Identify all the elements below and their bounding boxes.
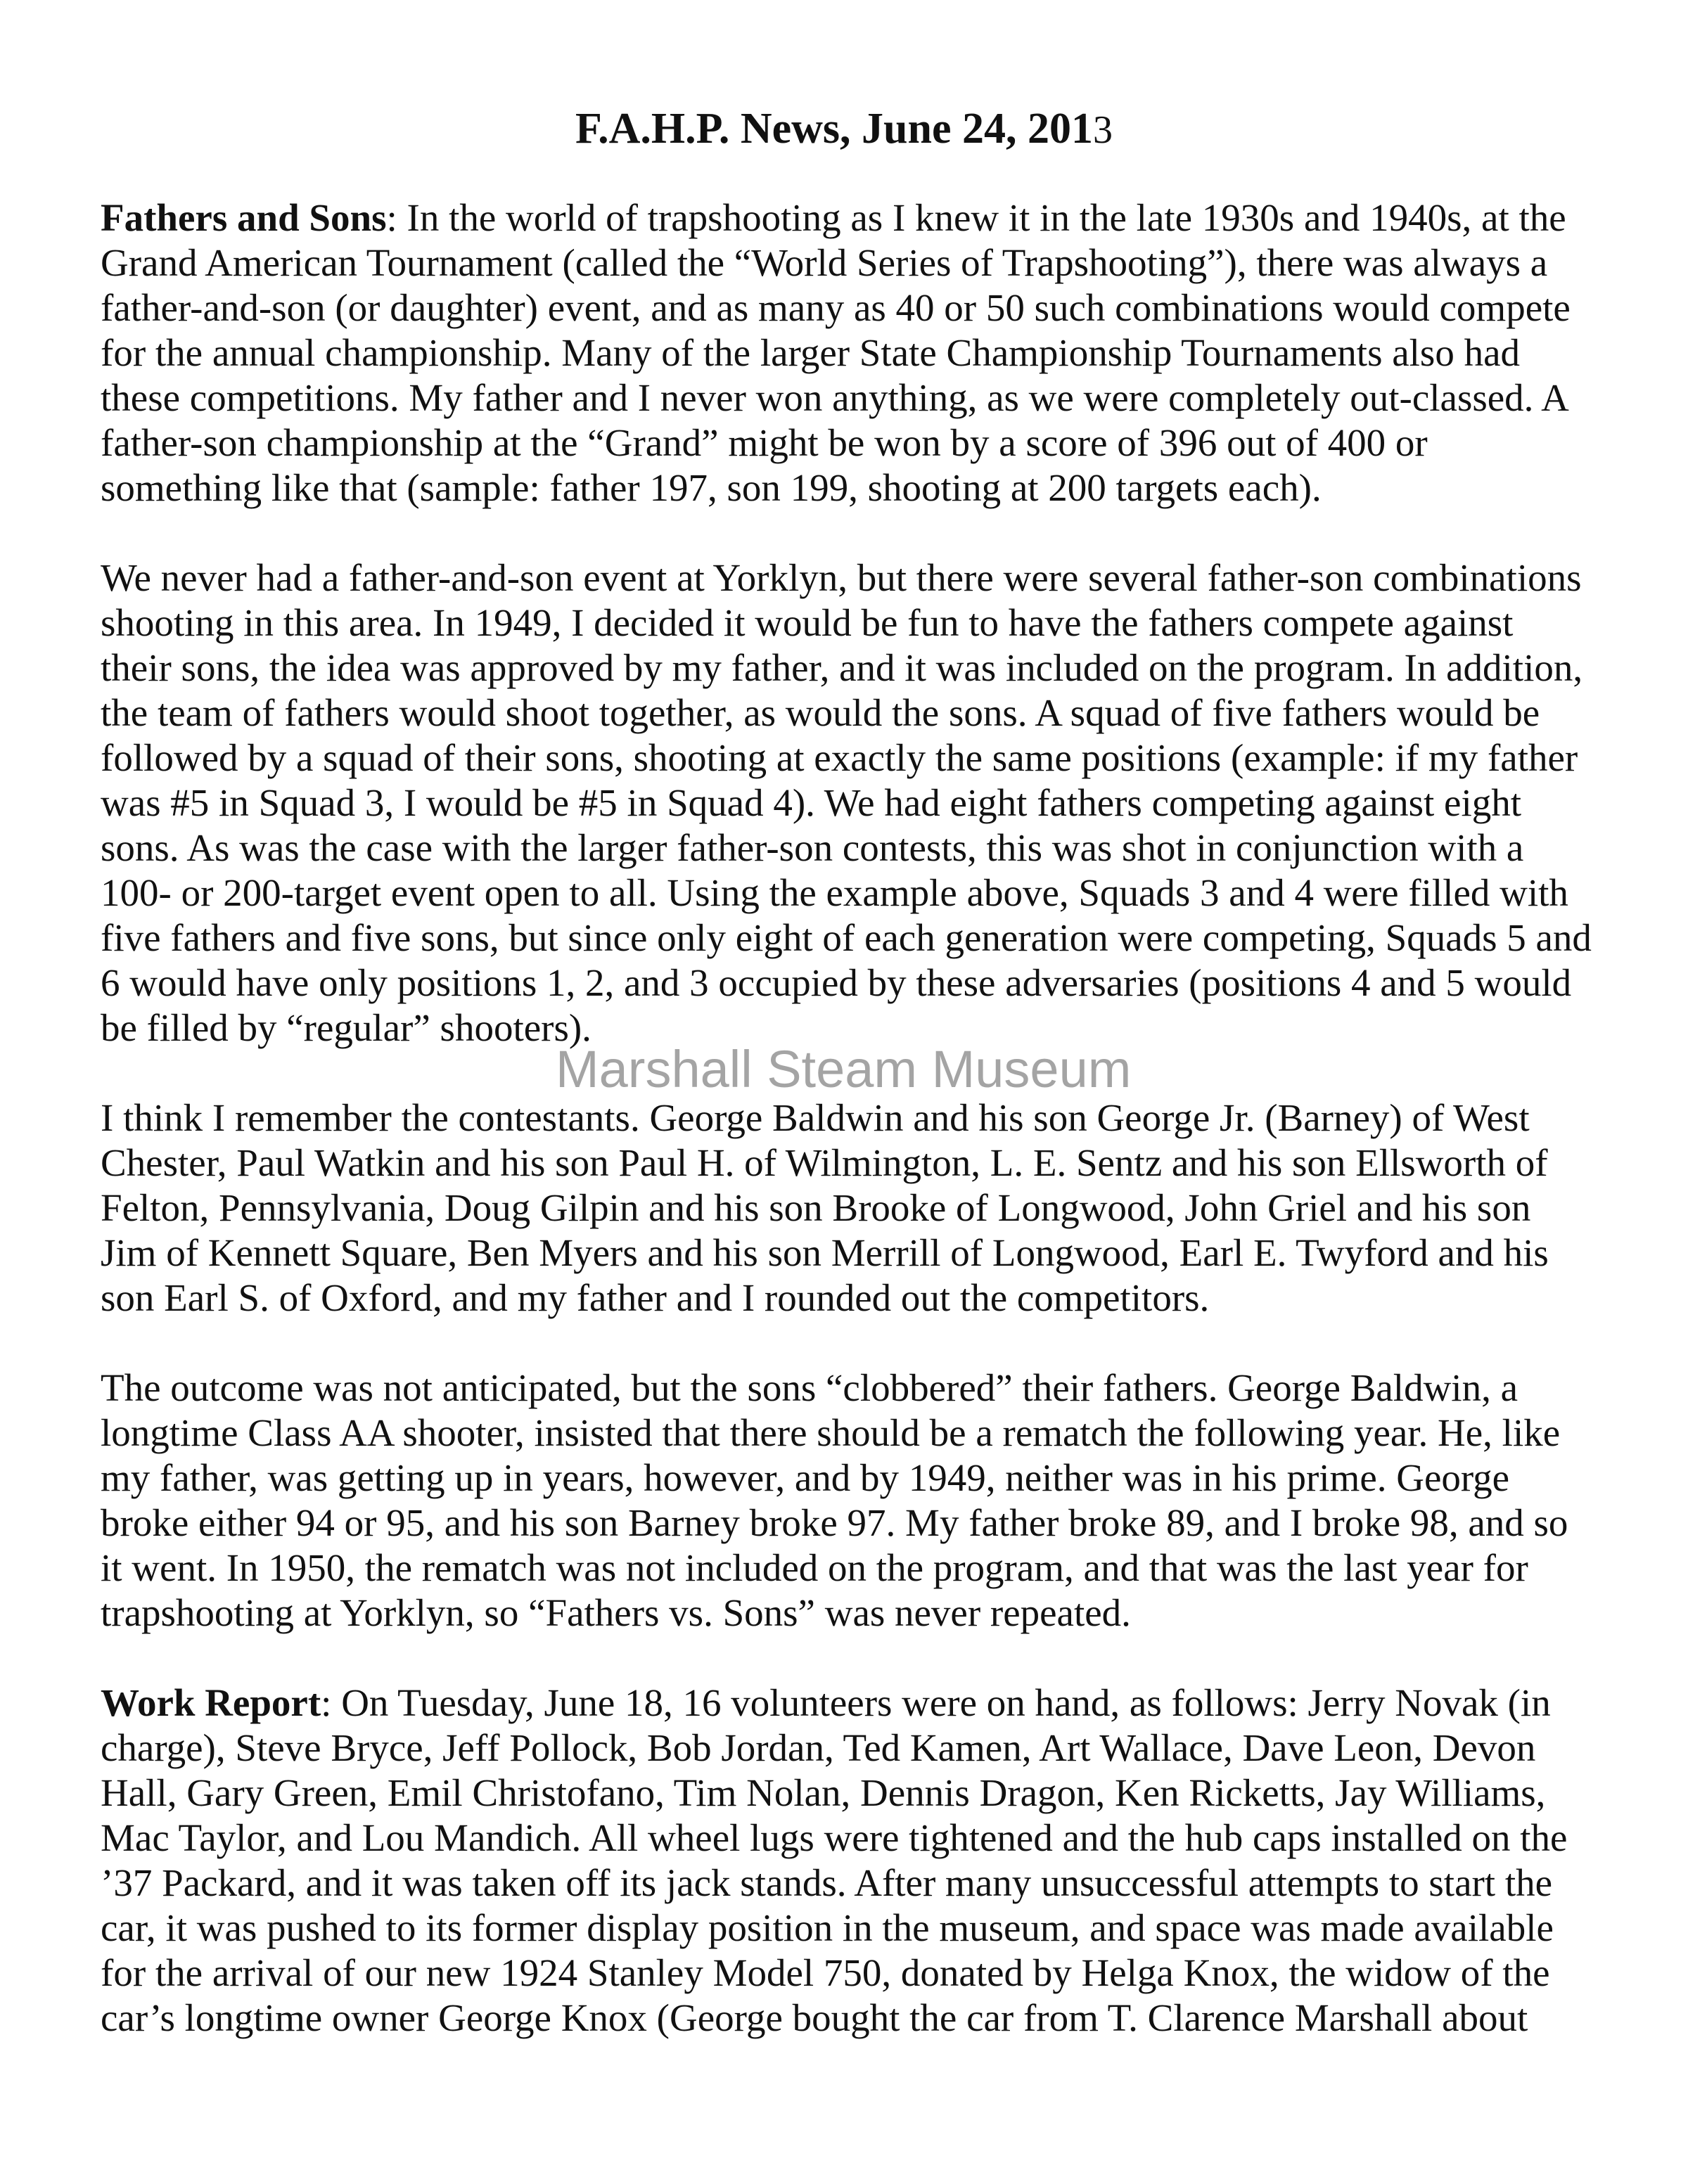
- line-text: the team of fathers would shoot together, as would the sons. A squad of five fathers would be: [101, 691, 1540, 734]
- text-line: [101, 826, 1592, 871]
- line-text: for the arrival of our new 1924 Stanley Model 750, donated by Helga Knox, the widow of the: [101, 1951, 1550, 1994]
- text-line: [101, 285, 1592, 330]
- line-text: for the annual championship. Many of the larger State Championship Tournaments also had: [101, 331, 1521, 374]
- text-line: [101, 1276, 1592, 1321]
- text-line: [101, 645, 1592, 690]
- article-body: [101, 195, 1592, 2086]
- text-line: [101, 1591, 1592, 1636]
- line-text: : On Tuesday, June 18, 16 volunteers were on hand, as follows: Jerry Novak (in: [321, 1681, 1551, 1724]
- line-text: something like that (sample: father 197, son 199, shooting at 200 targets each).: [101, 466, 1322, 509]
- line-text: Grand American Tournament (called the “World Series of Trapshooting”), there was always a: [101, 241, 1548, 284]
- text-line: [101, 1951, 1592, 1996]
- text-line: [101, 1366, 1592, 1411]
- line-text: followed by a squad of their sons, shooting at exactly the same positions (example: if my father: [101, 736, 1578, 779]
- line-text: broke either 94 or 95, and his son Barney broke 97. My father broke 89, and I broke 98, and so: [101, 1501, 1568, 1544]
- text-line: [101, 736, 1592, 781]
- text-line: [101, 1411, 1592, 1456]
- text-line: [101, 1456, 1592, 1501]
- line-text: it went. In 1950, the rematch was not included on the program, and that was the last year for: [101, 1546, 1528, 1589]
- line-text: charge), Steve Bryce, Jeff Pollock, Bob Jordan, Ted Kamen, Art Wallace, Dave Leon, Devon: [101, 1726, 1536, 1769]
- text-line: [101, 240, 1592, 285]
- line-text: sons. As was the case with the larger father-son contests, this was shot in conjunction with a: [101, 826, 1524, 869]
- text-line: [101, 1726, 1592, 1771]
- line-text: was #5 in Squad 3, I would be #5 in Squad 4). We had eight fathers competing against eight: [101, 781, 1522, 824]
- watermark: Marshall Steam Museum: [556, 1040, 1132, 1098]
- line-text: 6 would have only positions 1, 2, and 3 occupied by these adversaries (positions 4 and 5 would: [101, 961, 1572, 1004]
- line-text: 100- or 200-target event open to all. Using the example above, Squads 3 and 4 were filled with: [101, 871, 1568, 914]
- line-text: Mac Taylor, and Lou Mandich. All wheel lugs were tightened and the hub caps installed on the: [101, 1816, 1568, 1859]
- paragraph: [101, 1366, 1592, 1636]
- line-text: their sons, the idea was approved by my father, and it was included on the program. In addition,: [101, 646, 1583, 689]
- text-line: [101, 1231, 1592, 1276]
- line-text: Chester, Paul Watkin and his son Paul H. of Wilmington, L. E. Sentz and his son Ellsworth of: [101, 1141, 1548, 1184]
- text-line: [101, 555, 1592, 600]
- paragraph: [101, 555, 1592, 1051]
- line-text: ’37 Packard, and it was taken off its jack stands. After many unsuccessful attempts to start the: [101, 1861, 1553, 1904]
- line-text: father-son championship at the “Grand” might be won by a score of 396 out of 400 or: [101, 421, 1428, 464]
- text-line: [101, 916, 1592, 961]
- text-line: [101, 1186, 1592, 1231]
- line-text: The outcome was not anticipated, but the sons “clobbered” their fathers. George Baldwin, a: [101, 1366, 1518, 1409]
- text-line: [101, 781, 1592, 826]
- line-text: : In the world of trapshooting as I knew it in the late 1930s and 1940s, at the: [386, 196, 1566, 239]
- line-text: my father, was getting up in years, however, and by 1949, neither was in his prime. George: [101, 1456, 1510, 1499]
- text-line: [101, 600, 1592, 645]
- paragraph: [101, 195, 1592, 510]
- text-line: [101, 330, 1592, 375]
- page-title: [0, 104, 1688, 154]
- line-text: these competitions. My father and I never won anything, as we were completely out-classed. A: [101, 376, 1569, 419]
- line-text: longtime Class AA shooter, insisted that there should be a rematch the following year. He, like: [101, 1411, 1561, 1454]
- text-line: [101, 690, 1592, 736]
- paragraph: [101, 1681, 1592, 2041]
- title-last-char: 3: [1093, 108, 1113, 152]
- text-line: [101, 465, 1592, 510]
- line-text: Hall, Gary Green, Emil Christofano, Tim Nolan, Dennis Dragon, Ken Ricketts, Jay Williams,: [101, 1771, 1546, 1814]
- line-text: We never had a father-and-son event at Yorklyn, but there were several father-son combinations: [101, 556, 1582, 599]
- line-text: car’s longtime owner George Knox (George bought the car from T. Clarence Marshall about: [101, 1996, 1528, 2039]
- text-line: [101, 1141, 1592, 1186]
- line-text: trapshooting at Yorklyn, so “Fathers vs. Sons” was never repeated.: [101, 1591, 1131, 1634]
- text-line: [101, 375, 1592, 420]
- section-heading: Fathers and Sons: [101, 196, 387, 239]
- title-main: F.A.H.P. News, June 24, 201: [575, 105, 1094, 153]
- paragraph: [101, 1096, 1592, 1321]
- text-line: [101, 1681, 1592, 1726]
- line-text: five fathers and five sons, but since only eight of each generation were competing, Squads 5 and: [101, 916, 1592, 959]
- text-line: [101, 1006, 1592, 1051]
- text-line: [101, 1996, 1592, 2041]
- text-line: [101, 1501, 1592, 1546]
- line-text: I think I remember the contestants. George Baldwin and his son George Jr. (Barney) of West: [101, 1096, 1530, 1139]
- text-line: [101, 871, 1592, 916]
- text-line: [101, 1546, 1592, 1591]
- line-text: son Earl S. of Oxford, and my father and I rounded out the competitors.: [101, 1276, 1210, 1319]
- text-line: [101, 1096, 1592, 1141]
- text-line: [101, 1906, 1592, 1951]
- text-line: [101, 195, 1592, 240]
- text-line: [101, 1816, 1592, 1861]
- line-text: be filled by “regular” shooters).: [101, 1006, 592, 1049]
- line-text: father-and-son (or daughter) event, and as many as 40 or 50 such combinations would compete: [101, 286, 1571, 329]
- text-line: [101, 1861, 1592, 1906]
- line-text: Jim of Kennett Square, Ben Myers and his son Merrill of Longwood, Earl E. Twyford and his: [101, 1231, 1549, 1274]
- text-line: [101, 1771, 1592, 1816]
- line-text: shooting in this area. In 1949, I decided it would be fun to have the fathers compete against: [101, 601, 1514, 644]
- text-line: [101, 961, 1592, 1006]
- section-heading: Work Report: [101, 1681, 321, 1724]
- line-text: car, it was pushed to its former display position in the museum, and space was made available: [101, 1906, 1554, 1949]
- text-line: [101, 420, 1592, 465]
- line-text: Felton, Pennsylvania, Doug Gilpin and his son Brooke of Longwood, John Griel and his son: [101, 1186, 1531, 1229]
